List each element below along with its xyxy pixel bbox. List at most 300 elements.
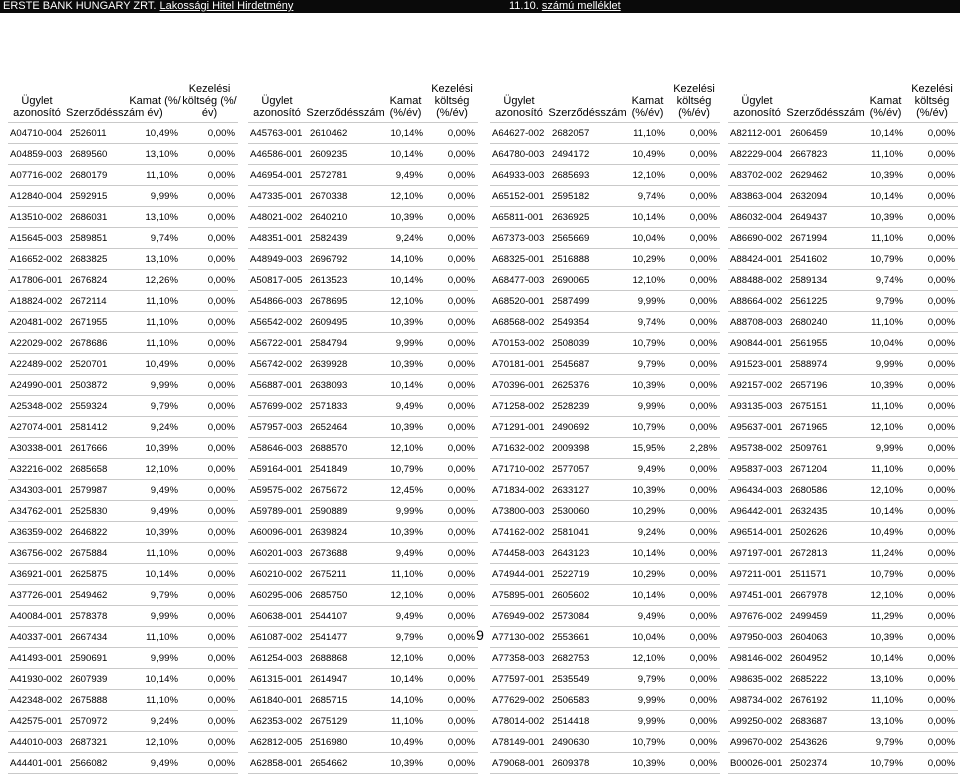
- cell-ugylet-azonosito: A99670-002: [728, 732, 786, 753]
- cell-szerzodesszam: 2009398: [548, 438, 627, 459]
- rate-tables: [8, 82, 955, 769]
- cell-szerzodesszam: 2508039: [548, 333, 627, 354]
- cell-ugylet-azonosito: A54866-003: [248, 291, 306, 312]
- cell-kezelesi-koltseg: 0,00%: [426, 606, 478, 627]
- cell-kamat: 12,10%: [627, 270, 668, 291]
- table-row: [248, 732, 478, 753]
- table-row: [490, 354, 720, 375]
- cell-kezelesi-koltseg: 0,00%: [906, 627, 958, 648]
- cell-szerzodesszam: 2688868: [306, 648, 385, 669]
- table-row: [490, 123, 720, 144]
- cell-ugylet-azonosito: A97211-001: [728, 564, 786, 585]
- cell-szerzodesszam: 2530060: [548, 501, 627, 522]
- cell-szerzodesszam: 2613523: [306, 270, 385, 291]
- cell-szerzodesszam: 2535549: [548, 669, 627, 690]
- col-header-kezelesi-koltseg: Kezelési költség (%/év): [668, 82, 720, 123]
- cell-kamat: 10,39%: [385, 522, 426, 543]
- cell-kezelesi-koltseg: 0,00%: [426, 249, 478, 270]
- cell-kamat: 13,10%: [129, 144, 181, 165]
- table-row: [490, 207, 720, 228]
- cell-szerzodesszam: 2680586: [786, 480, 865, 501]
- table-row: [490, 711, 720, 732]
- cell-szerzodesszam: 2549354: [548, 312, 627, 333]
- cell-kezelesi-koltseg: 0,00%: [668, 501, 720, 522]
- table-row: [728, 123, 958, 144]
- cell-szerzodesszam: 2566082: [66, 753, 129, 774]
- cell-kamat: 9,24%: [385, 228, 426, 249]
- cell-szerzodesszam: 2629462: [786, 165, 865, 186]
- cell-kamat: 10,49%: [627, 144, 668, 165]
- cell-kezelesi-koltseg: 0,00%: [181, 753, 238, 774]
- table-row: [8, 165, 238, 186]
- table-row: [490, 228, 720, 249]
- rate-table: [728, 82, 958, 774]
- cell-kamat: 12,10%: [385, 438, 426, 459]
- cell-szerzodesszam: 2541849: [306, 459, 385, 480]
- cell-kamat: 9,74%: [627, 312, 668, 333]
- cell-kamat: 9,79%: [385, 627, 426, 648]
- cell-ugylet-azonosito: A68325-001: [490, 249, 548, 270]
- cell-szerzodesszam: 2649437: [786, 207, 865, 228]
- cell-kamat: 9,49%: [385, 396, 426, 417]
- cell-szerzodesszam: 2696792: [306, 249, 385, 270]
- cell-kezelesi-koltseg: 0,00%: [181, 627, 238, 648]
- cell-ugylet-azonosito: A62353-002: [248, 711, 306, 732]
- table-row: [490, 249, 720, 270]
- cell-ugylet-azonosito: A57699-002: [248, 396, 306, 417]
- cell-kamat: 9,99%: [385, 501, 426, 522]
- cell-ugylet-azonosito: A82112-001: [728, 123, 786, 144]
- cell-kezelesi-koltseg: 0,00%: [906, 207, 958, 228]
- cell-ugylet-azonosito: A60295-006: [248, 585, 306, 606]
- cell-kamat: 11,10%: [129, 543, 181, 564]
- table-row: [490, 270, 720, 291]
- cell-kamat: 11,10%: [627, 123, 668, 144]
- cell-kezelesi-koltseg: 0,00%: [668, 648, 720, 669]
- table-row: [248, 396, 478, 417]
- table-row: [490, 459, 720, 480]
- header-right: [509, 0, 621, 13]
- cell-ugylet-azonosito: A65811-001: [490, 207, 548, 228]
- cell-szerzodesszam: 2676824: [66, 270, 129, 291]
- cell-szerzodesszam: 2577057: [548, 459, 627, 480]
- cell-szerzodesszam: 2516888: [548, 249, 627, 270]
- cell-kezelesi-koltseg: 0,00%: [426, 690, 478, 711]
- cell-kezelesi-koltseg: 0,00%: [668, 228, 720, 249]
- cell-ugylet-azonosito: A22029-002: [8, 333, 66, 354]
- cell-szerzodesszam: 2675888: [66, 690, 129, 711]
- cell-szerzodesszam: 2643123: [548, 543, 627, 564]
- table-row: [8, 438, 238, 459]
- cell-ugylet-azonosito: A68477-003: [490, 270, 548, 291]
- cell-szerzodesszam: 2688570: [306, 438, 385, 459]
- table-row: [490, 312, 720, 333]
- cell-kamat: 10,39%: [627, 753, 668, 774]
- cell-kezelesi-koltseg: 0,00%: [906, 564, 958, 585]
- cell-kamat: 10,29%: [627, 501, 668, 522]
- cell-szerzodesszam: 2685750: [306, 585, 385, 606]
- table-row: [248, 207, 478, 228]
- col-header-ugylet-azonosito: Ügylet azonosító: [8, 82, 66, 123]
- table-row: [248, 501, 478, 522]
- cell-szerzodesszam: 2683687: [786, 711, 865, 732]
- cell-kamat: 9,99%: [627, 396, 668, 417]
- attachment-label: számú melléklet: [541, 0, 621, 12]
- cell-ugylet-azonosito: A71710-002: [490, 459, 548, 480]
- cell-kezelesi-koltseg: 0,00%: [668, 123, 720, 144]
- table-row: [8, 543, 238, 564]
- cell-kamat: 10,29%: [627, 564, 668, 585]
- cell-szerzodesszam: 2584794: [306, 333, 385, 354]
- cell-kezelesi-koltseg: 0,00%: [181, 522, 238, 543]
- cell-kezelesi-koltseg: 0,00%: [668, 333, 720, 354]
- cell-kamat: 10,14%: [865, 501, 906, 522]
- cell-szerzodesszam: 2503872: [66, 375, 129, 396]
- cell-ugylet-azonosito: A56887-001: [248, 375, 306, 396]
- table-row: [490, 732, 720, 753]
- cell-szerzodesszam: 2502374: [786, 753, 865, 774]
- table-row: [8, 669, 238, 690]
- cell-kezelesi-koltseg: 0,00%: [668, 690, 720, 711]
- cell-ugylet-azonosito: A93135-003: [728, 396, 786, 417]
- cell-kezelesi-koltseg: 0,00%: [906, 270, 958, 291]
- cell-szerzodesszam: 2680179: [66, 165, 129, 186]
- cell-ugylet-azonosito: A56742-002: [248, 354, 306, 375]
- cell-kamat: 10,14%: [627, 207, 668, 228]
- header-left: [3, 0, 293, 13]
- cell-szerzodesszam: 2689560: [66, 144, 129, 165]
- table-row: [490, 690, 720, 711]
- cell-szerzodesszam: 2675884: [66, 543, 129, 564]
- cell-kezelesi-koltseg: 0,00%: [426, 564, 478, 585]
- cell-ugylet-azonosito: A60096-001: [248, 522, 306, 543]
- cell-ugylet-azonosito: A86032-004: [728, 207, 786, 228]
- cell-ugylet-azonosito: A61315-001: [248, 669, 306, 690]
- cell-kamat: 10,04%: [627, 627, 668, 648]
- cell-szerzodesszam: 2639824: [306, 522, 385, 543]
- cell-kamat: 9,99%: [129, 648, 181, 669]
- cell-kezelesi-koltseg: 0,00%: [668, 165, 720, 186]
- cell-kamat: 10,39%: [129, 438, 181, 459]
- cell-szerzodesszam: 2592915: [66, 186, 129, 207]
- table-row: [490, 396, 720, 417]
- cell-kezelesi-koltseg: 0,00%: [426, 711, 478, 732]
- table-row: [728, 585, 958, 606]
- table-row: [728, 711, 958, 732]
- col-header-kamat: Kamat (%/év): [865, 82, 906, 123]
- table-row: [248, 228, 478, 249]
- table-row: [490, 543, 720, 564]
- cell-szerzodesszam: 2675129: [306, 711, 385, 732]
- table-row: [490, 669, 720, 690]
- cell-ugylet-azonosito: A95738-002: [728, 438, 786, 459]
- cell-szerzodesszam: 2490692: [548, 417, 627, 438]
- cell-kezelesi-koltseg: 0,00%: [906, 228, 958, 249]
- cell-kamat: 9,79%: [129, 585, 181, 606]
- col-header-ugylet-azonosito: Ügylet azonosító: [248, 82, 306, 123]
- table-row: [8, 459, 238, 480]
- cell-kezelesi-koltseg: 0,00%: [181, 501, 238, 522]
- cell-szerzodesszam: 2494172: [548, 144, 627, 165]
- table-row: [248, 270, 478, 291]
- cell-szerzodesszam: 2667823: [786, 144, 865, 165]
- cell-ugylet-azonosito: A77358-003: [490, 648, 548, 669]
- cell-kamat: 9,79%: [865, 732, 906, 753]
- table-row: [728, 396, 958, 417]
- cell-kezelesi-koltseg: 0,00%: [906, 375, 958, 396]
- cell-kezelesi-koltseg: 0,00%: [668, 270, 720, 291]
- col-header-ugylet-azonosito: Ügylet azonosító: [490, 82, 548, 123]
- cell-szerzodesszam: 2675672: [306, 480, 385, 501]
- cell-kamat: 15,95%: [627, 438, 668, 459]
- cell-kamat: 9,99%: [627, 291, 668, 312]
- table-row: [248, 522, 478, 543]
- cell-szerzodesszam: 2667434: [66, 627, 129, 648]
- col-header-kezelesi-koltseg: Kezelési költség (%/év): [906, 82, 958, 123]
- cell-kezelesi-koltseg: 0,00%: [426, 186, 478, 207]
- cell-kamat: 10,14%: [385, 375, 426, 396]
- cell-kamat: 9,99%: [865, 354, 906, 375]
- cell-kezelesi-koltseg: 0,00%: [906, 438, 958, 459]
- cell-ugylet-azonosito: A25348-002: [8, 396, 66, 417]
- cell-kamat: 12,10%: [865, 417, 906, 438]
- table-row: [490, 333, 720, 354]
- cell-kezelesi-koltseg: 0,00%: [426, 669, 478, 690]
- rate-table: [8, 82, 238, 774]
- table-row: [728, 291, 958, 312]
- cell-kamat: 11,10%: [865, 312, 906, 333]
- cell-kamat: 10,79%: [865, 249, 906, 270]
- cell-szerzodesszam: 2675151: [786, 396, 865, 417]
- cell-kamat: 9,74%: [129, 228, 181, 249]
- cell-szerzodesszam: 2676192: [786, 690, 865, 711]
- table-row: [8, 732, 238, 753]
- cell-kezelesi-koltseg: 0,00%: [906, 753, 958, 774]
- table-row: [248, 186, 478, 207]
- cell-kamat: 9,99%: [385, 333, 426, 354]
- cell-kezelesi-koltseg: 0,00%: [181, 480, 238, 501]
- cell-szerzodesszam: 2671994: [786, 228, 865, 249]
- cell-kamat: 9,99%: [865, 438, 906, 459]
- cell-kamat: 10,39%: [385, 207, 426, 228]
- cell-szerzodesszam: 2625376: [548, 375, 627, 396]
- table-row: [8, 186, 238, 207]
- cell-ugylet-azonosito: A61087-002: [248, 627, 306, 648]
- cell-szerzodesszam: 2632094: [786, 186, 865, 207]
- table-row: [728, 165, 958, 186]
- cell-ugylet-azonosito: A42348-002: [8, 690, 66, 711]
- cell-kamat: 9,24%: [129, 417, 181, 438]
- cell-kamat: 10,39%: [865, 627, 906, 648]
- cell-kezelesi-koltseg: 0,00%: [906, 648, 958, 669]
- cell-ugylet-azonosito: A99250-002: [728, 711, 786, 732]
- table-row: [490, 648, 720, 669]
- cell-kamat: 11,24%: [865, 543, 906, 564]
- cell-szerzodesszam: 2514418: [548, 711, 627, 732]
- cell-szerzodesszam: 2541602: [786, 249, 865, 270]
- cell-szerzodesszam: 2605602: [548, 585, 627, 606]
- cell-ugylet-azonosito: A48949-003: [248, 249, 306, 270]
- cell-szerzodesszam: 2632435: [786, 501, 865, 522]
- cell-ugylet-azonosito: A78014-002: [490, 711, 548, 732]
- cell-ugylet-azonosito: A83702-002: [728, 165, 786, 186]
- cell-ugylet-azonosito: A27074-001: [8, 417, 66, 438]
- cell-kamat: 12,26%: [129, 270, 181, 291]
- cell-kezelesi-koltseg: 0,00%: [668, 207, 720, 228]
- cell-ugylet-azonosito: A61254-003: [248, 648, 306, 669]
- cell-szerzodesszam: 2572781: [306, 165, 385, 186]
- cell-szerzodesszam: 2625875: [66, 564, 129, 585]
- cell-ugylet-azonosito: A83863-004: [728, 186, 786, 207]
- cell-ugylet-azonosito: A73800-003: [490, 501, 548, 522]
- cell-kamat: 10,14%: [385, 270, 426, 291]
- cell-kamat: 10,39%: [385, 753, 426, 774]
- cell-kezelesi-koltseg: 0,00%: [181, 669, 238, 690]
- table-row: [490, 501, 720, 522]
- cell-kezelesi-koltseg: 0,00%: [426, 627, 478, 648]
- cell-kamat: 12,10%: [865, 480, 906, 501]
- cell-szerzodesszam: 2511571: [786, 564, 865, 585]
- cell-kezelesi-koltseg: 0,00%: [668, 312, 720, 333]
- cell-ugylet-azonosito: A59789-001: [248, 501, 306, 522]
- cell-kamat: 10,79%: [627, 417, 668, 438]
- cell-ugylet-azonosito: A82229-004: [728, 144, 786, 165]
- cell-kamat: 10,79%: [385, 459, 426, 480]
- cell-kamat: 14,10%: [385, 249, 426, 270]
- table-row: [728, 543, 958, 564]
- cell-szerzodesszam: 2685658: [66, 459, 129, 480]
- cell-ugylet-azonosito: A56722-001: [248, 333, 306, 354]
- table-row: [248, 564, 478, 585]
- table-row: [490, 585, 720, 606]
- cell-kamat: 10,14%: [865, 186, 906, 207]
- cell-kezelesi-koltseg: 0,00%: [668, 627, 720, 648]
- bank-name: ERSTE BANK HUNGARY ZRT.: [3, 0, 157, 12]
- cell-kezelesi-koltseg: 0,00%: [426, 270, 478, 291]
- cell-szerzodesszam: 2571833: [306, 396, 385, 417]
- cell-ugylet-azonosito: A20481-002: [8, 312, 66, 333]
- cell-kezelesi-koltseg: 0,00%: [906, 312, 958, 333]
- table-row: [728, 753, 958, 774]
- cell-kamat: 10,14%: [129, 669, 181, 690]
- cell-ugylet-azonosito: A70181-001: [490, 354, 548, 375]
- rate-table-group-1: [8, 82, 238, 774]
- cell-kezelesi-koltseg: 0,00%: [426, 753, 478, 774]
- table-row: [728, 669, 958, 690]
- cell-kezelesi-koltseg: 0,00%: [181, 144, 238, 165]
- cell-szerzodesszam: 2672813: [786, 543, 865, 564]
- cell-ugylet-azonosito: A74944-001: [490, 564, 548, 585]
- cell-szerzodesszam: 2490630: [548, 732, 627, 753]
- table-row: [490, 564, 720, 585]
- table-row: [728, 312, 958, 333]
- cell-ugylet-azonosito: A68520-001: [490, 291, 548, 312]
- cell-szerzodesszam: 2549462: [66, 585, 129, 606]
- table-row: [248, 165, 478, 186]
- cell-kamat: 9,49%: [129, 753, 181, 774]
- cell-kamat: 10,39%: [129, 522, 181, 543]
- cell-kezelesi-koltseg: 0,00%: [906, 417, 958, 438]
- cell-ugylet-azonosito: A64627-002: [490, 123, 548, 144]
- cell-kamat: 9,24%: [627, 522, 668, 543]
- cell-kamat: 9,24%: [129, 711, 181, 732]
- cell-kamat: 10,14%: [129, 564, 181, 585]
- cell-kezelesi-koltseg: 0,00%: [906, 522, 958, 543]
- cell-szerzodesszam: 2570972: [66, 711, 129, 732]
- cell-kamat: 10,39%: [385, 354, 426, 375]
- cell-ugylet-azonosito: A37726-001: [8, 585, 66, 606]
- rate-table-group-2: [248, 82, 478, 774]
- cell-kezelesi-koltseg: 0,00%: [181, 732, 238, 753]
- cell-ugylet-azonosito: A44010-003: [8, 732, 66, 753]
- cell-kezelesi-koltseg: 0,00%: [181, 585, 238, 606]
- table-header-row: [8, 82, 238, 123]
- cell-szerzodesszam: 2587499: [548, 291, 627, 312]
- col-header-kezelesi-koltseg: Kezelési költség (%/év): [426, 82, 478, 123]
- cell-kamat: 12,10%: [129, 459, 181, 480]
- cell-kezelesi-koltseg: 0,00%: [668, 186, 720, 207]
- cell-kezelesi-koltseg: 0,00%: [181, 354, 238, 375]
- cell-kamat: 12,45%: [385, 480, 426, 501]
- cell-szerzodesszam: 2646822: [66, 522, 129, 543]
- cell-kezelesi-koltseg: 0,00%: [181, 564, 238, 585]
- cell-kezelesi-koltseg: 0,00%: [668, 375, 720, 396]
- cell-kamat: 12,10%: [627, 648, 668, 669]
- cell-ugylet-azonosito: A36359-002: [8, 522, 66, 543]
- cell-kezelesi-koltseg: 0,00%: [181, 543, 238, 564]
- cell-kezelesi-koltseg: 0,00%: [668, 753, 720, 774]
- cell-kamat: 10,79%: [865, 753, 906, 774]
- table-row: [248, 312, 478, 333]
- cell-kezelesi-koltseg: 0,00%: [906, 165, 958, 186]
- cell-ugylet-azonosito: A24990-001: [8, 375, 66, 396]
- table-row: [248, 690, 478, 711]
- table-row: [728, 732, 958, 753]
- cell-kezelesi-koltseg: 0,00%: [181, 165, 238, 186]
- cell-szerzodesszam: 2559324: [66, 396, 129, 417]
- cell-szerzodesszam: 2590889: [306, 501, 385, 522]
- cell-kamat: 10,39%: [865, 165, 906, 186]
- cell-kamat: 13,10%: [129, 249, 181, 270]
- cell-kamat: 9,49%: [385, 165, 426, 186]
- cell-kamat: 9,49%: [129, 501, 181, 522]
- cell-kezelesi-koltseg: 0,00%: [668, 585, 720, 606]
- cell-szerzodesszam: 2561225: [786, 291, 865, 312]
- table-row: [248, 543, 478, 564]
- cell-kezelesi-koltseg: 0,00%: [181, 333, 238, 354]
- cell-szerzodesszam: 2509761: [786, 438, 865, 459]
- cell-szerzodesszam: 2609495: [306, 312, 385, 333]
- cell-ugylet-azonosito: A71291-001: [490, 417, 548, 438]
- table-row: [248, 606, 478, 627]
- cell-kezelesi-koltseg: 0,00%: [181, 375, 238, 396]
- cell-kamat: 12,10%: [385, 648, 426, 669]
- col-header-kamat: Kamat (%/év): [627, 82, 668, 123]
- col-header-szerzodesszam: Szerződésszám: [548, 82, 627, 123]
- cell-ugylet-azonosito: A67373-003: [490, 228, 548, 249]
- cell-szerzodesszam: 2671955: [66, 312, 129, 333]
- cell-ugylet-azonosito: A04859-003: [8, 144, 66, 165]
- table-row: [8, 291, 238, 312]
- cell-ugylet-azonosito: A78149-001: [490, 732, 548, 753]
- cell-kezelesi-koltseg: 0,00%: [668, 732, 720, 753]
- table-row: [8, 144, 238, 165]
- cell-szerzodesszam: 2528239: [548, 396, 627, 417]
- cell-ugylet-azonosito: A34303-001: [8, 480, 66, 501]
- cell-ugylet-azonosito: A77629-002: [490, 690, 548, 711]
- table-row: [8, 753, 238, 774]
- cell-kezelesi-koltseg: 0,00%: [426, 459, 478, 480]
